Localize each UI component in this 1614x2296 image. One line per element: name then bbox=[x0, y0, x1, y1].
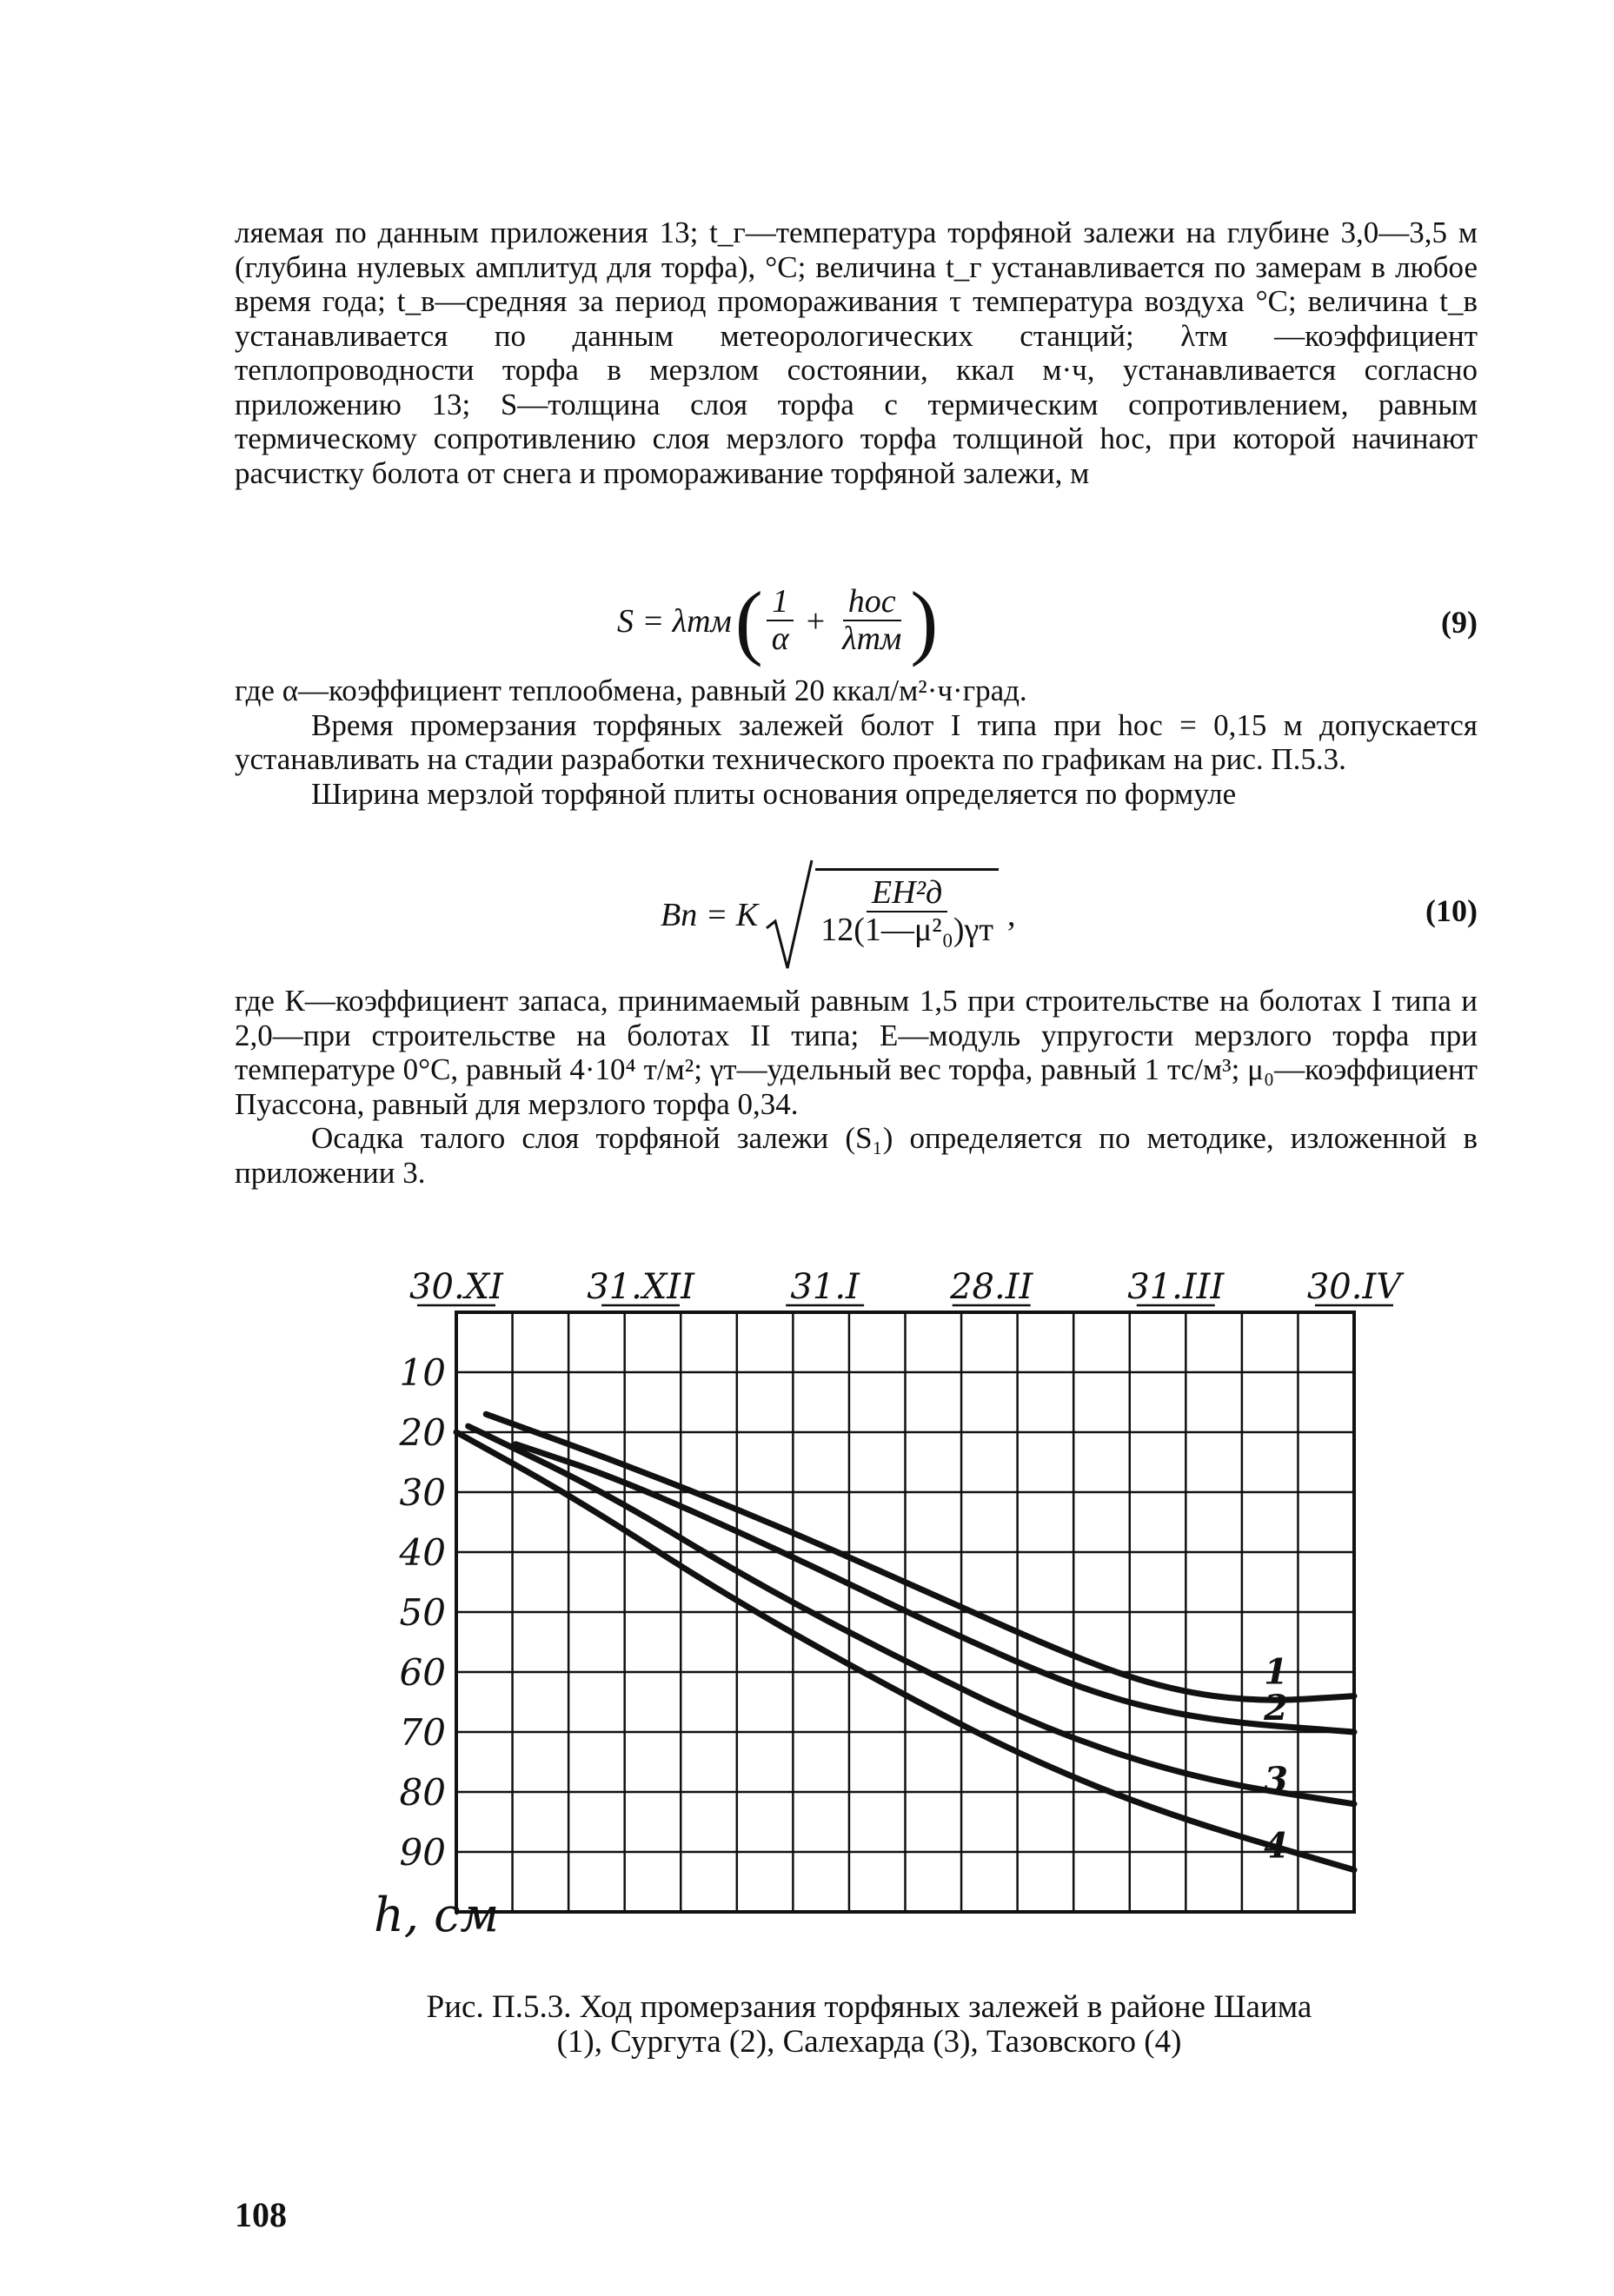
text-block-1 bbox=[235, 216, 1478, 490]
page-number: 108 bbox=[235, 2195, 287, 2234]
x-tick-label: 30.XI bbox=[409, 1267, 503, 1307]
y-tick-label: 70 bbox=[399, 1711, 446, 1754]
equation-10: Bп = K $\frac{\text{EH²д}}{\text{12(1—μ²₀)γт}}$ , (10) bbox=[235, 856, 1478, 973]
curve-series-2 bbox=[515, 1444, 1354, 1732]
curve-label-4: 4 bbox=[1264, 1825, 1288, 1867]
text-block-3 bbox=[235, 984, 1478, 1190]
eq9-number: (9) bbox=[1441, 605, 1478, 640]
x-tick-label: 30.IV bbox=[1306, 1267, 1402, 1307]
square-root-sign bbox=[763, 859, 815, 972]
x-tick-label: 31.I bbox=[790, 1267, 860, 1307]
curve-series-1 bbox=[486, 1414, 1354, 1700]
x-tick-label: 31.XII bbox=[587, 1267, 694, 1307]
paragraph-3: Время промерзания торфяных залежей болот I типа при hос = 0,15 м допускается устанавливать на стадии разработки технического проекта по графикам на рис. П.5.3. bbox=[235, 707, 1478, 776]
eq10-lhs: Bп = K bbox=[661, 896, 759, 933]
eq9-fraction-1: $\frac{1}{\alpha}$ bbox=[767, 585, 794, 658]
y-tick-label: 30 bbox=[399, 1471, 446, 1514]
paragraph-1: ляемая по данным приложения 13; t_г—температура торфяной залежи на глубине 3,0—3,5 м (глубина нулевых амплитуд для торфа), °C; величина t_г устанавливается по замерам в любое время года; t_в—средняя за период промораживания τ температура воздуха °C; величина t_в устанавливается по данным метеорологических станций; λтм —коэффициент теплопроводности торфа в мерзлом состоянии, ккал м·ч, устанавливается согласно приложению 13; S—толщина слоя торфа с термическим сопротивлением, равным термическому сопротивлению слоя мерзлого торфа толщиной hос, при которой начинают расчистку болота от снега и промораживание торфяной залежи, м bbox=[235, 216, 1478, 490]
y-tick-label: 60 bbox=[399, 1651, 446, 1694]
text-block-2 bbox=[235, 674, 1478, 811]
y-tick-label: 10 bbox=[399, 1351, 446, 1394]
paragraph-6: Осадка талого слоя торфяной залежи (S₁) определяется по методике, изложенной в приложении 3. bbox=[235, 1121, 1478, 1190]
y-tick-label: 80 bbox=[399, 1771, 446, 1814]
figure-caption: Рис. П.5.3. Ход промерзания торфяных залежей в районе Шаима (1), Сургута (2), Салехарда (3), Тазовского (4) bbox=[426, 1989, 1312, 2060]
paragraph-4: Ширина мерзлой торфяной плиты основания определяется по формуле bbox=[311, 776, 1237, 811]
eq9-lhs: S = λтм bbox=[617, 603, 732, 640]
paragraph-2: где α—коэффициент теплообмена, равный 20 ккал/м²·ч·град. bbox=[235, 674, 1027, 707]
chart-frame bbox=[456, 1312, 1354, 1912]
curve-series-4 bbox=[456, 1432, 1354, 1870]
y-tick-label: 90 bbox=[399, 1831, 446, 1874]
eq10-fraction: $\frac{\text{EH²д}}{\text{12(1—μ²₀)γт}}$ bbox=[815, 868, 999, 949]
equation-9: S = λтм ( $\frac{1}{\alpha}$ + $\frac{\text{hос}}{\text{λтм}}$ ) (9) bbox=[617, 574, 1478, 667]
y-tick-label: 50 bbox=[399, 1591, 446, 1634]
curve-label-3: 3 bbox=[1264, 1759, 1288, 1801]
curve-label-1: 1 bbox=[1264, 1651, 1288, 1693]
y-axis-label: h, см bbox=[374, 1888, 500, 1942]
y-tick-label: 40 bbox=[399, 1531, 446, 1574]
eq10-number: (10) bbox=[1425, 893, 1478, 928]
curve-series-3 bbox=[468, 1426, 1354, 1804]
y-tick-label: 20 bbox=[399, 1411, 446, 1454]
x-tick-label: 28.II bbox=[950, 1267, 1033, 1307]
curve-label-2: 2 bbox=[1264, 1688, 1288, 1729]
x-tick-label: 31.III bbox=[1127, 1267, 1225, 1307]
paragraph-5: где К—коэффициент запаса, принимаемый равным 1,5 при строительстве на болотах I типа и 2,0—при строительстве на болотах II типа; E—модуль упругости мерзлого торфа при температуре 0°C, равный 4·10⁴ т/м²; γт—удельный вес торфа, равный 1 тс/м³; μ₀—коэффициент Пуассона, равный для мерзлого торфа 0,34. bbox=[235, 984, 1478, 1121]
eq9-fraction-2: $\frac{\text{hос}}{\text{λтм}}$ bbox=[842, 583, 902, 658]
